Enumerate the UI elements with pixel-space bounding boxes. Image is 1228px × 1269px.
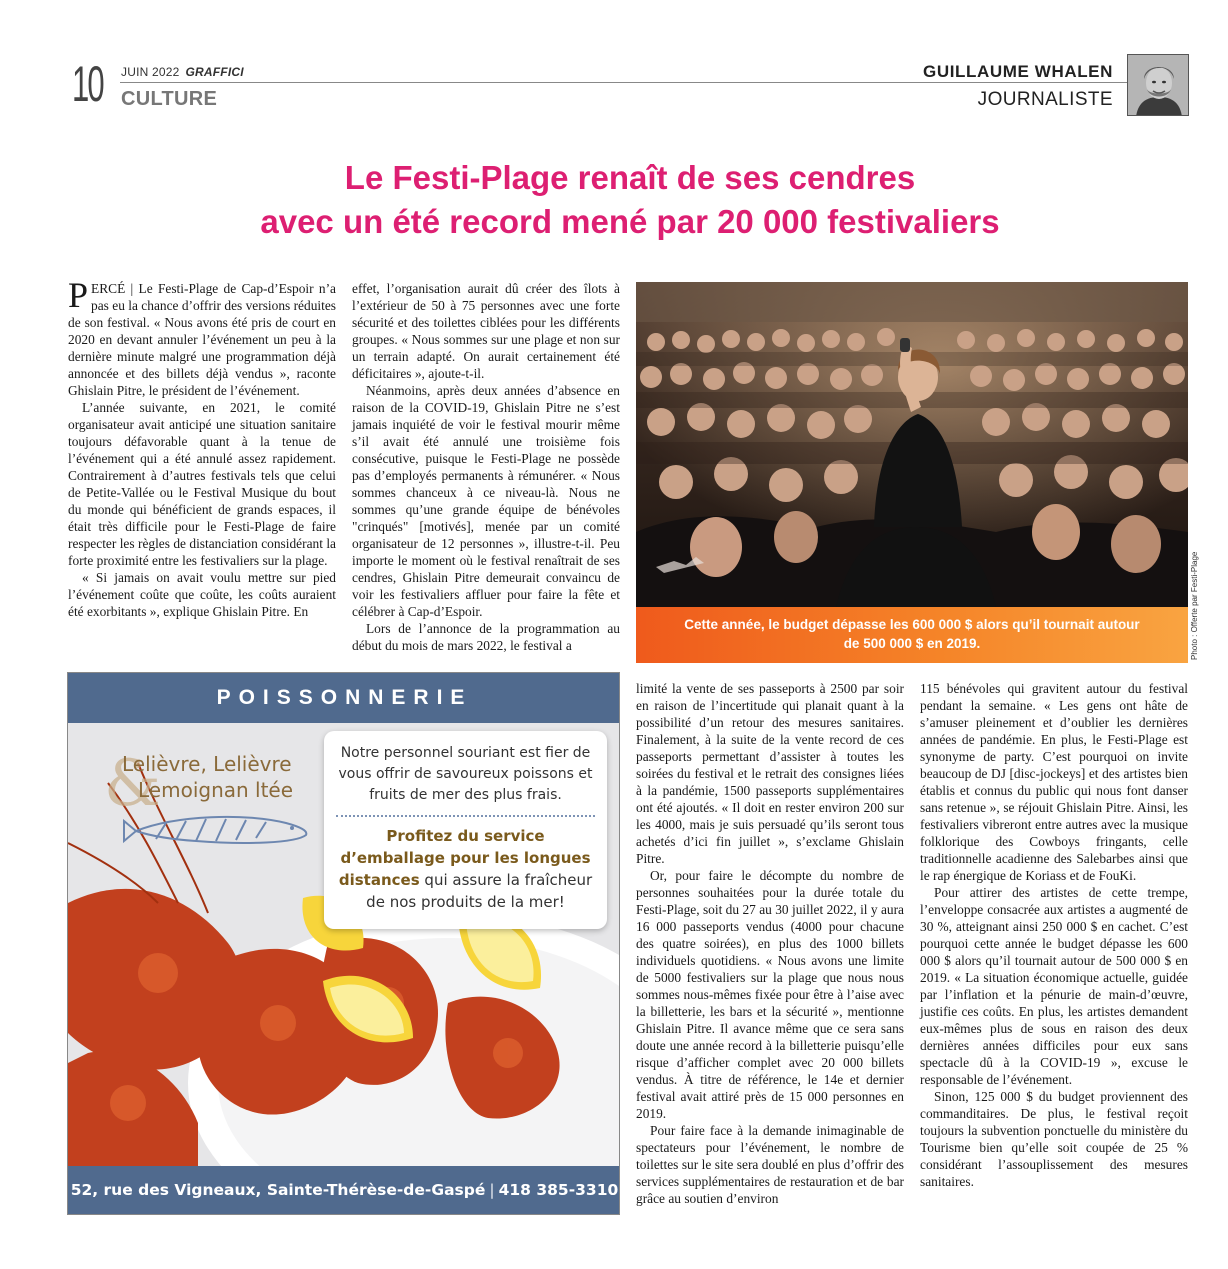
photo-credit: Photo : Offerte par Festi-Plage [1190,551,1199,660]
logo-line-2: Lemoignan ltée [138,778,294,802]
ad-contact-bar [68,1166,620,1214]
page-number: 10 [72,56,103,112]
fish-market-advertisement [67,672,620,1215]
article-paragraph: effet, l’organisation aurait dû créer des îlots à l’extérieur de 50 à 75 personnes avec une forte sécurité et des toilettes ciblées pour les différents groupes. « Nous sommes sur une plage et non sur un terrain adapté. On aurait certainement été déficitaires », ajoute-t-il. [352,281,620,381]
fish-logo-icon [96,743,336,853]
headline-line-1: Le Festi-Plage renaît de ses cendres [344,159,916,196]
company-logo [96,743,336,853]
photo-caption-bar [636,607,1188,663]
publication-name: GRAFFICI [185,65,244,79]
logo-line-1: Lelièvre, Lelièvre [122,752,292,776]
article-paragraph: Sinon, 125 000 $ du budget proviennent des commanditaires. De plus, le festival reçoit toujours la subvention ponctuelle du ministère du Tourisme bien qu’elle soit coupée de 25 % considérant l’assouplissement des mesures sanitaires. [920,1089,1188,1189]
article-column-4 [920,680,1188,1190]
issue-date: JUIN 2022 [121,65,180,79]
author-role: JOURNALISTE [977,89,1113,110]
article-column-1 [68,275,336,620]
article-headline [60,156,1200,244]
header-rule [120,82,1130,83]
article-paragraph: 115 bénévoles qui gravitent autour du festival pendant la semaine. « Les gens ont hâte de s’amuser pleinement et d’oublier les dernières années de pandémie. En plus, le Festi-Plage est synonyme de party. C’est pourquoi on invite beaucoup de DJ [disc-jockeys] et des artistes bien établis et connus du public qui nous font danser sans retenue », se réjouit Ghislain Pitre. Ainsi, les festivaliers vibreront entre autres avec la musique folklorique des Cowboys fringants, celle traditionnelle acadienne des Salebarbes ainsi que le rap énergique de Koriass et de FouKi. [920,681,1188,883]
article-paragraph: « Si jamais on avait voulu mettre sur pied l’événement coûte que coûte, les coûts auraient été exorbitants », explique Ghislain Pitre. En [68,570,336,619]
article-paragraph: PERCÉ | Le Festi-Plage de Cap-d’Espoir n’a pas eu la chance d’offrir des versions réduites de son festival. « Nous avons été pris de court en 2020 en devant annuler l’événement un peu à la dernière minute malgré une programmation déjà annoncée et des billets déjà vendus », raconte Ghislain Pitre, le président de l’événement. [68,275,336,398]
concert-crowd-photo [636,282,1188,607]
section-label: CULTURE [121,88,218,110]
article-paragraph: L’année suivante, en 2021, le comité organisateur avait anticipé une situation sanitaire toujours défavorable quant à la tenue de l’événement qui a été annulé assez rapidement. Contrairement à d’autres festivals tels que celui de Petite-Vallée ou le Festival Musique du bout du monde qui bénéficient de grands espaces, il était très difficile pour le Festi-Plage de faire respecter les règles de distanciation considérant la forte proximité entre les festivaliers sur la plage. [68,400,336,568]
author-portrait-icon [1128,55,1189,116]
ad-offer-rest: qui assure la fraîcheur de nos produits de la mer! [366,871,593,911]
author-name: GUILLAUME WHALEN [923,62,1113,81]
article-paragraph: Pour attirer des artistes de cette trempe, l’enveloppe consacrée aux artistes a augmenté de 30 %, atteignant ainsi 250 000 $ en cachet. C’est pourquoi cette année le budget dépasse les 600 000 $ alors qu’il tournait autour de 500 000 $ en 2019. « La situation économique actuelle, guidée par l’inflation et la pénurie de main-d’œuvre, justifie ces coûts. En plus, les artistes demandent eux-mêmes plus de sous en raison des deux dernières années difficiles pour eux sans spectacle dû à la COVID-19 », excuse le responsable de l’événement. [920,885,1188,1087]
article-column-2 [352,280,620,654]
article-paragraph: Néanmoins, après deux années d’absence en raison de la COVID-19, Ghislain Pitre ne s’est jamais inquiété de voir le festival mourir même s’il avait été annulé une troisième fois consécutive, puisque le Festi-Plage ne possède pas d’employés permanents à rémunérer. « Nous sommes chanceux à ce niveau-là. Nous ne sommes qu’une grande équipe de bénévoles "crinqués" [motivés], menée par un comité organisateur de 12 personnes », illustre-t-il. Peu importe le moment où le festival renaîtrait de ses cendres, Ghislain Pitre demeurait convaincu de voir les festivaliers affluer pour faire la fête et célébrer à Cap-d’Espoir. [352,383,620,619]
article-paragraph: Or, pour faire le décompte du nombre de personnes souhaitées pour la durée totale du Festi-Plage, soit du 27 au 30 juillet 2022, il y aura 16 000 passeports vendus (4000 pour chacune des quatre soirées), en plus des 1000 billets individuels quotidiens. « Nous avons une limite de 5000 festivaliers sur la plage que nous nous sommes nous-mêmes fixée pour être à l’aise avec la billetterie, les bars et la sécurité », mentionne Ghislain Pitre. Il avance même que ce sera sans doute une année record à la billetterie puisqu’elle risque d’afficher complet avec 20 000 billets vendus. À titre de référence, le 14e et dernier festival avait attiré près de 15 000 personnes en 2019. [636,868,904,1121]
ad-offer-bold: Profitez du service d’emballage pour les longues distances [338,827,591,889]
ad-address: 52, rue des Vigneaux, Sainte-Thérèse-de-Gaspé [70,1181,486,1199]
drop-cap: P [68,275,89,315]
article-paragraph: Pour faire face à la demande inimaginable de spectateurs pour l’événement, le nombre de toilettes sur le site sera doublé en plus d’offrir des services supplémentaires de restauration et de bar grâce au soutien d’environ [636,1123,904,1206]
ad-phone: 418 385-3310 [498,1181,619,1199]
photo-caption: Cette année, le budget dépasse les 600 000 $ alors qu’il tournait autour de 500 000 $ en 2019. [684,617,1140,651]
article-paragraph: Lors de l’annonce de la programmation au début du mois de mars 2022, le festival a [352,621,620,653]
article-column-3 [636,680,904,1207]
ad-separator: | [489,1181,495,1199]
issue-info [121,65,244,79]
ad-divider [336,815,595,817]
ad-message-card [324,731,607,929]
logo-ampersand: & [104,747,161,821]
concert-crowd-photo-icon [636,282,1188,607]
author-portrait [1127,54,1189,116]
ad-category-bar: POISSONNERIE [68,673,620,723]
headline-line-2: avec un été record mené par 20 000 festivaliers [260,203,1000,240]
ad-tagline: Notre personnel souriant est fier de vous offrir de savoureux poissons et fruits de mer des plus frais. [338,745,593,803]
article-paragraph: limité la vente de ses passeports à 2500 par soir en raison de l’incertitude qui planait quant à la possibilité d’un retour des mesures sanitaires. Finalement, à la suite de la vente record de ces passeports permettant d’assister à toutes les soirées du festival et le retrait des consignes liées à la pandémie, 1500 passeports supplémentaires ont été ajoutés. « Il doit en rester environ 200 sur les 4000, mais je suis persuadé qu’ils seront tous achetés d’ici fin juillet », s’exclame Ghislain Pitre. [636,681,904,866]
ad-offer [332,825,599,913]
